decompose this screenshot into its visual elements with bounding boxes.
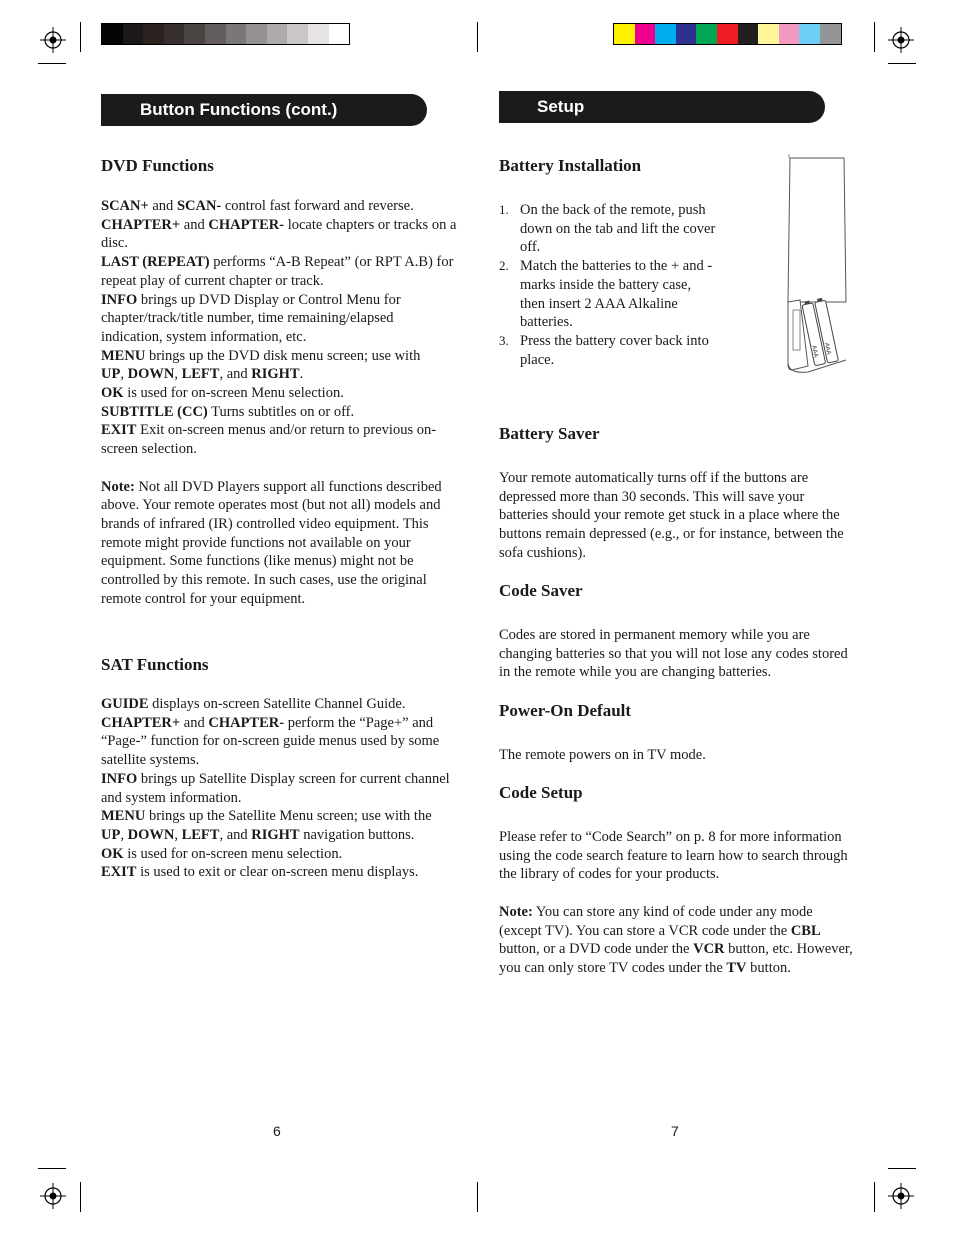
list-item: 2. Match the batteries to the + and - marks inside the battery case, then insert 2 AAA Alkaline batteries. xyxy=(499,258,713,331)
heading-code-saver: Code Saver xyxy=(499,581,583,600)
heading-battery-saver: Battery Saver xyxy=(499,424,600,443)
crop-mark xyxy=(477,22,478,52)
color-swatch xyxy=(164,24,185,44)
battery-saver-text: Your remote automatically turns off if the buttons are depressed more than 30 seconds. This will save your batteries should your remote get stuck in a place where the buttons remain depressed (e.g., or for instance, between the sofa cushions). xyxy=(499,470,844,561)
color-swatch xyxy=(102,24,123,44)
color-swatch xyxy=(308,24,329,44)
registration-mark-icon xyxy=(888,27,914,53)
color-swatch xyxy=(287,24,308,44)
crop-mark xyxy=(38,1168,66,1169)
color-swatch xyxy=(635,24,656,44)
code-saver-text: Codes are stored in permanent memory while you are changing batteries so that you will not lose any codes stored in the remote while you are changing batteries. xyxy=(499,627,848,681)
crop-mark xyxy=(80,22,81,52)
color-swatch xyxy=(779,24,800,44)
page-number: 7 xyxy=(671,1123,679,1139)
section-header-setup xyxy=(499,91,825,123)
code-setup-text: Please refer to “Code Search” on p. 8 for more information using the code search feature to learn how to search through the library of codes for your products. Note: You can store any kind of code under any mode (except TV). You can store a VCR code under the CBL button, or a DVD code under the VCR button, etc. However, you can only store TV codes under the TV button. xyxy=(499,829,853,976)
crop-mark xyxy=(38,63,66,64)
crop-mark xyxy=(80,1182,81,1212)
color-swatch xyxy=(696,24,717,44)
color-swatch xyxy=(614,24,635,44)
heading-code-setup: Code Setup xyxy=(499,783,583,802)
dvd-functions-text: SCAN+ and SCAN- control fast forward and reverse. CHAPTER+ and CHAPTER- locate chapters or tracks on a disc. LAST (REPEAT) performs “A-B Repeat” (or RPT A.B) for repeat play of current chapter or track. INFO brings up DVD Display or Control Menu for chapter/track/title number, time remaining/elapsed indication, system information, etc. MENU brings up the DVD disk menu screen; use with UP, DOWN, LEFT, and RIGHT. OK is used for on-screen Menu selection. SUBTITLE (CC) Turns subtitles on or off. EXIT Exit on-screen menus and/or return to previous on-screen selection. Note: Not all DVD Players support all functions described above. Your remote operates most (but not all) models and brands of infrared (IR) controlled video equipment. This remote might provide functions not available on your equipment. Some functions (like menus) might not be controlled by this remote. In such cases, use the original remote control for your equipment. xyxy=(101,198,457,607)
section-header-button-functions xyxy=(101,94,427,126)
heading-dvd-functions: DVD Functions xyxy=(101,156,214,175)
heading-power-on-default: Power-On Default xyxy=(499,701,632,720)
crop-mark xyxy=(888,63,916,64)
list-item: 3. Press the battery cover back into place. xyxy=(499,332,709,368)
color-swatch xyxy=(820,24,841,44)
color-swatch xyxy=(717,24,738,44)
remote-battery-illustration xyxy=(780,152,860,376)
crop-mark xyxy=(477,1182,478,1212)
section-header-text: Setup xyxy=(537,97,585,116)
crop-mark xyxy=(874,22,875,52)
list-item: 1. On the back of the remote, push down on the tab and lift the cover off. xyxy=(499,202,716,256)
color-swatch xyxy=(738,24,759,44)
color-swatch xyxy=(143,24,164,44)
color-swatch xyxy=(676,24,697,44)
color-swatch xyxy=(267,24,288,44)
page-number: 6 xyxy=(273,1123,281,1139)
color-swatch xyxy=(123,24,144,44)
color-bar xyxy=(613,23,842,45)
registration-mark-icon xyxy=(40,27,66,53)
crop-mark xyxy=(874,1182,875,1212)
power-on-default-text: The remote powers on in TV mode. xyxy=(499,747,706,763)
battery-label: AAA xyxy=(810,345,819,359)
registration-mark-icon xyxy=(40,1183,66,1209)
grayscale-bar xyxy=(101,23,350,45)
color-swatch xyxy=(329,24,350,44)
color-swatch xyxy=(184,24,205,44)
color-swatch xyxy=(758,24,779,44)
color-swatch xyxy=(246,24,267,44)
section-header-text: Button Functions (cont.) xyxy=(140,100,338,119)
heading-sat-functions: SAT Functions xyxy=(101,655,209,674)
sat-functions-text: GUIDE displays on-screen Satellite Channel Guide. CHAPTER+ and CHAPTER- perform the “Page+” and “Page-” function for on-screen guide menus used by some satellite systems. INFO brings up Satellite Display screen for current channel and system information. MENU brings up the Satellite Menu screen; use with the UP, DOWN, LEFT, and RIGHT navigation buttons. OK is used for on-screen menu selection. EXIT is used to exit or clear on-screen menu displays. xyxy=(101,696,450,881)
battery-steps xyxy=(499,201,717,369)
color-swatch xyxy=(205,24,226,44)
battery-label: AAA xyxy=(822,342,832,356)
crop-mark xyxy=(888,1168,916,1169)
color-swatch xyxy=(655,24,676,44)
color-swatch xyxy=(226,24,247,44)
registration-mark-icon xyxy=(888,1183,914,1209)
color-swatch xyxy=(799,24,820,44)
heading-battery-installation: Battery Installation xyxy=(499,156,642,175)
